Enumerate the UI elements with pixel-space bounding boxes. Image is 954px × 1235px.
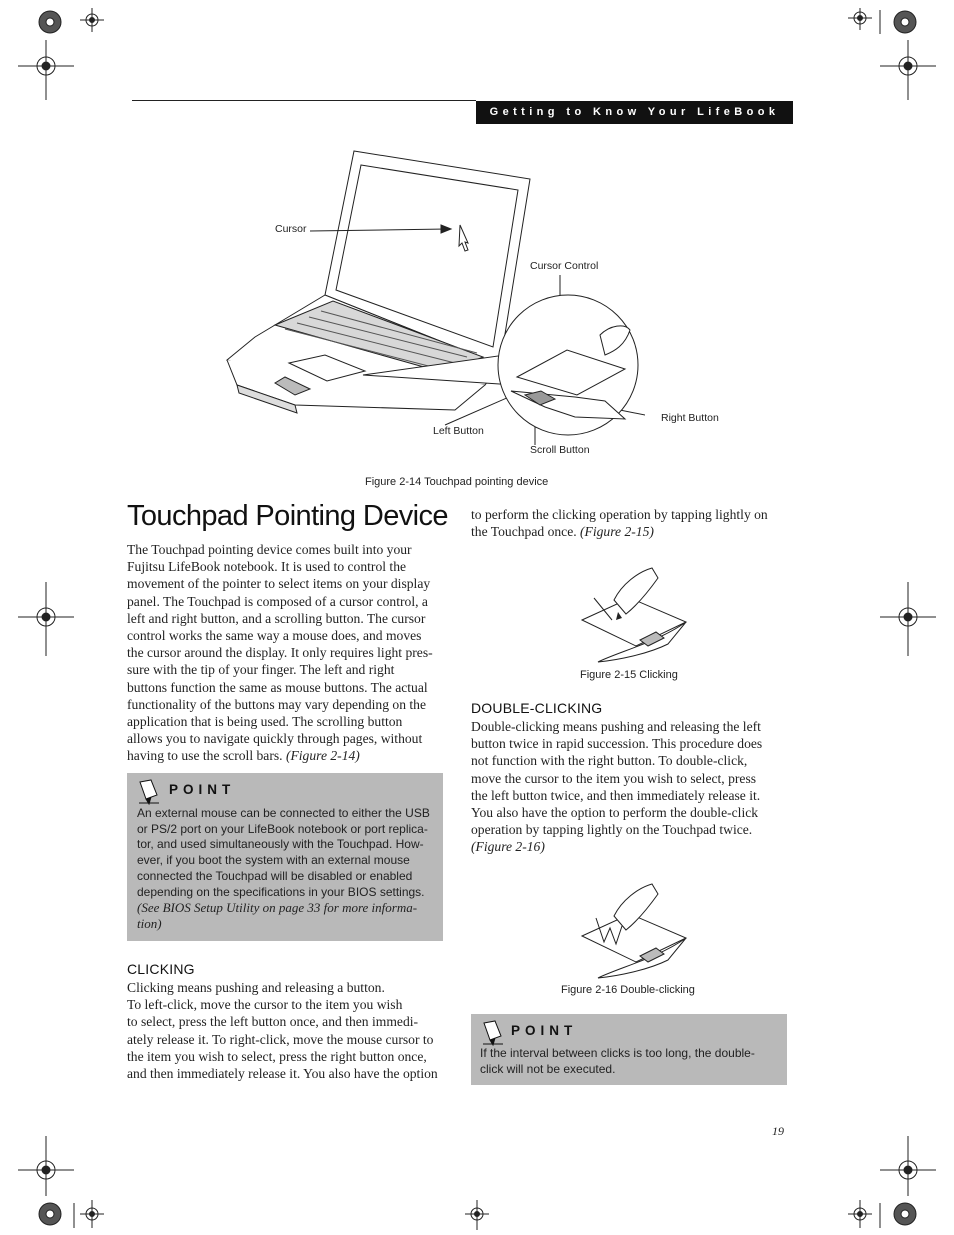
- callout-right-button: Right Button: [661, 412, 719, 424]
- intro-line: control works the same way a mouse does, and moves: [127, 628, 422, 644]
- crosshair-mark-icon: [18, 582, 74, 656]
- double-clicking-illustration: [578, 878, 690, 982]
- clicking-line: to select, press the left button once, and then immedi-: [127, 1014, 419, 1030]
- crosshair-mark-icon: [18, 40, 74, 100]
- figure-reference: (Figure 2-15): [580, 524, 654, 540]
- intro-line: allows you to navigate quickly through pages, without: [127, 731, 423, 747]
- double-clicking-line: the left button twice, and then immediately release it.: [471, 787, 761, 803]
- clicking-paragraph: [127, 979, 447, 1082]
- crosshair-mark-icon: [465, 1200, 489, 1230]
- double-clicking-line: operation by tapping lightly on the Touchpad twice.: [471, 822, 753, 838]
- clicking-line: and then immediately release it. You also have the option: [127, 1066, 438, 1082]
- intro-line: Fujitsu LifeBook notebook. It is used to control the: [127, 559, 407, 575]
- crosshair-mark-icon: [18, 1136, 74, 1196]
- point-line: ever, if you boot the system with an external mouse: [137, 853, 410, 868]
- clicking-continued: [471, 506, 791, 540]
- crosshair-mark-icon: [880, 582, 936, 656]
- intro-line: movement of the pointer to select items on your display: [127, 576, 431, 592]
- starburst-mark-icon: [39, 11, 61, 33]
- intro-line: left and right button, and a scrolling button. The cursor: [127, 610, 426, 626]
- callout-cursor-control: Cursor Control: [530, 260, 599, 272]
- clicking-line: To left-click, move the cursor to the item you wish: [127, 997, 403, 1013]
- point-line: click will not be executed.: [480, 1061, 616, 1076]
- crosshair-mark-icon: [880, 1136, 936, 1196]
- double-clicking-heading: DOUBLE-CLICKING: [471, 700, 603, 716]
- starburst-mark-icon: [894, 11, 916, 33]
- laptop-touchpad-illustration: [215, 145, 645, 445]
- double-clicking-paragraph: [471, 718, 791, 856]
- crosshair-mark-icon: [848, 1200, 872, 1228]
- crosshair-mark-icon: [80, 1200, 104, 1228]
- point-line: An external mouse can be connected to either the USB: [137, 806, 430, 820]
- intro-line: the cursor around the display. It only requires light pres-: [127, 645, 433, 661]
- pencil-note-icon: [137, 779, 161, 805]
- intro-line: panel. The Touchpad is composed of a cursor control, a: [127, 593, 428, 609]
- double-clicking-line: move the cursor to the item you wish to select, press: [471, 770, 757, 786]
- header-rule: [132, 100, 476, 101]
- point-note-box: [471, 1014, 787, 1085]
- clicking-line: the item you wish to select, press the right button once,: [127, 1048, 427, 1064]
- clicking-illustration: [578, 562, 690, 666]
- callout-scroll-button: Scroll Button: [530, 444, 590, 456]
- crosshair-mark-icon: [848, 8, 872, 30]
- point-reference-line: tion): [137, 915, 162, 931]
- figure-2-14-caption: Figure 2-14 Touchpad pointing device: [365, 476, 549, 488]
- point-heading: POINT: [511, 1023, 578, 1038]
- point-text: [480, 1046, 782, 1077]
- page-number: 19: [772, 1124, 784, 1138]
- intro-line: functionality of the buttons may vary depending on the: [127, 696, 426, 712]
- intro-line: application that is being used. The scrolling button: [127, 714, 403, 730]
- intro-paragraph: [127, 541, 447, 765]
- figure-2-16-caption: Figure 2-16 Double-clicking: [561, 984, 695, 996]
- intro-line: sure with the tip of your finger. The left and right: [127, 662, 395, 678]
- double-clicking-line: button twice in rapid succession. This procedure does: [471, 736, 763, 752]
- point-line: tor, and used simultaneously with the Touchpad. How-: [137, 837, 424, 852]
- intro-line: buttons function the same as mouse buttons. The actual: [127, 679, 428, 695]
- crosshair-mark-icon: [880, 40, 936, 100]
- point-note-box: [127, 773, 443, 941]
- clicking-line: to perform the clicking operation by tapping lightly on: [471, 507, 768, 522]
- point-text: [137, 806, 439, 932]
- point-line: or PS/2 port on your LifeBook notebook or port replica-: [137, 821, 428, 836]
- clicking-heading: CLICKING: [127, 961, 195, 977]
- point-reference-line: (See BIOS Setup Utility on page 33 for more informa-: [137, 900, 418, 916]
- point-heading: POINT: [169, 782, 236, 797]
- clicking-line: ately release it. To right-click, move the mouse cursor to: [127, 1031, 434, 1047]
- double-clicking-line: You also have the option to perform the double-click: [471, 805, 759, 821]
- starburst-mark-icon: [894, 1203, 916, 1225]
- callout-left-button: Left Button: [433, 425, 484, 437]
- intro-line: having to use the scroll bars. (Figure 2-14): [127, 748, 360, 764]
- clicking-line: Clicking means pushing and releasing a button.: [127, 980, 385, 995]
- starburst-mark-icon: [39, 1203, 61, 1225]
- pencil-note-icon: [481, 1020, 505, 1046]
- intro-line: The Touchpad pointing device comes built into your: [127, 542, 412, 557]
- callout-cursor: Cursor: [275, 223, 307, 235]
- clicking-line: the Touchpad once. (Figure 2-15): [471, 524, 654, 540]
- double-clicking-line: Double-clicking means pushing and releasing the left: [471, 719, 761, 734]
- double-clicking-line: not function with the right button. To double-click,: [471, 753, 748, 769]
- point-line: connected the Touchpad will be disabled or enabled: [137, 868, 413, 883]
- crosshair-mark-icon: [80, 8, 104, 32]
- figure-2-15-caption: Figure 2-15 Clicking: [580, 669, 678, 681]
- page-title: Touchpad Pointing Device: [127, 500, 448, 532]
- figure-reference: (Figure 2-16): [471, 839, 545, 855]
- point-line: depending on the specifications in your BIOS settings.: [137, 884, 425, 899]
- running-header: Getting to Know Your LifeBook: [476, 101, 793, 124]
- figure-reference: (Figure 2-14): [285, 748, 360, 764]
- point-line: If the interval between clicks is too long, the double-: [480, 1046, 755, 1060]
